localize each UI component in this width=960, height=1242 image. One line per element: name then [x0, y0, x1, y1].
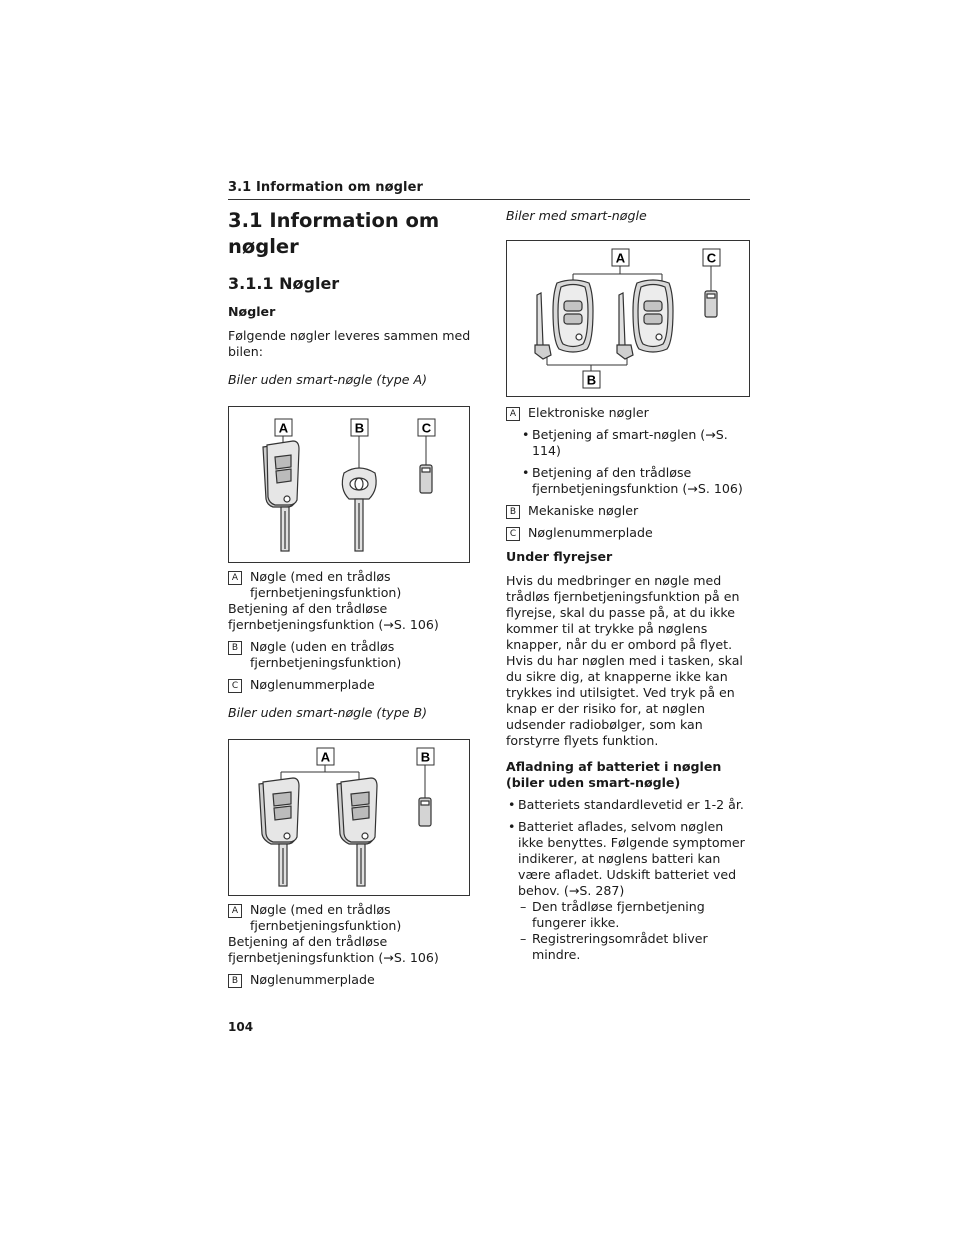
header-rule — [228, 199, 750, 200]
caption-type-a: Biler uden smart-nøgle (type A) — [228, 372, 427, 387]
fig2-label-b: B — [420, 749, 431, 765]
list-item-text: Nøglenummerplade — [250, 972, 375, 987]
page-number: 104 — [228, 1020, 254, 1034]
list-item — [228, 902, 473, 934]
fig1-label-b: B — [354, 420, 365, 436]
list-item — [506, 525, 751, 541]
header-title: 3.1 Information om nøgler — [228, 180, 424, 195]
list-item-text: Elektroniske nøgler — [528, 405, 649, 420]
bullet-item: • Batteriets standardlevetid er 1-2 år. — [506, 797, 751, 813]
right-column — [506, 206, 751, 963]
note-type-a: Betjening af den trådløse fjernbetjeningsfunktion (→S. 106) — [228, 601, 439, 632]
list-item-text: Nøgle (med en trådløs fjernbetjeningsfunktion) — [250, 569, 402, 600]
sub-heading-flights: Under flyrejser — [506, 549, 613, 564]
note-type-b: Betjening af den trådløse fjernbetjeningsfunktion (→S. 106) — [228, 934, 439, 965]
left-column — [228, 206, 473, 988]
dash-text: Registreringsområdet bliver mindre. — [532, 931, 708, 962]
list-item — [228, 569, 473, 601]
label-badge: C — [506, 527, 520, 541]
bullet-item: • Batteriet aflades, selvom nøglen ikke benyttes. Følgende symptomer indikerer, at nøglens batteri kan være afladet. Udskift batteriet ved behov. (→S. 287) — [506, 819, 751, 899]
sub-heading-battery: Afladning af batteriet i nøglen (biler uden smart-nøgle) — [506, 759, 722, 790]
bullet-item: • Betjening af den trådløse fjernbetjeningsfunktion (→S. 106) — [506, 465, 751, 497]
bullet-text: Betjening af smart-nøglen (→S. 114) — [532, 427, 728, 458]
fig1-label-a: A — [278, 420, 289, 436]
list-item — [228, 972, 473, 988]
label-badge: A — [228, 571, 242, 585]
label-badge: B — [228, 974, 242, 988]
dash-item: – Den trådløse fjernbetjening fungerer ikke. — [506, 899, 751, 931]
intro-text: Følgende nøgler leveres sammen med bilen: — [228, 328, 471, 359]
list-item — [228, 677, 473, 693]
figure-keys-type-a — [228, 406, 470, 563]
page-header — [228, 180, 750, 200]
label-badge: B — [506, 505, 520, 519]
list-item-text: Nøgle (med en trådløs fjernbetjeningsfunktion) — [250, 902, 402, 933]
list-item — [506, 405, 751, 421]
list-item — [506, 503, 751, 519]
bullet-text: Betjening af den trådløse fjernbetjeningsfunktion (→S. 106) — [532, 465, 743, 496]
list-item — [228, 639, 473, 671]
bullet-text: Batteriet aflades, selvom nøglen ikke benyttes. Følgende symptomer indikerer, at nøglens batteri kan være afladet. Udskift batteriet ved behov. (→S. 287) — [518, 819, 745, 898]
fig3-label-a: A — [615, 250, 626, 266]
flights-paragraph: Hvis du medbringer en nøgle med trådløs fjernbetjeningsfunktion på en flyrejse, skal du passe på, at du ikke kommer til at trykke på nøglens knapper, når du er ombord på flyet. Hvis du har nøglen med i tasken, skal du sikre dig, at knapperne ikke kan trykkes ind utilsigtet. Ved tryk på en knap er der risiko for, at nøglen udsender radiobølger, som kan forstyrre flyets funktion. — [506, 573, 743, 748]
keys-type-a-illustration — [229, 407, 469, 562]
caption-smart-key: Biler med smart-nøgle — [506, 208, 647, 223]
figure-smart-keys — [506, 240, 750, 397]
bullet-text: Batteriets standardlevetid er 1-2 år. — [518, 797, 744, 812]
fig2-label-a: A — [320, 749, 331, 765]
keys-type-b-illustration — [229, 740, 469, 895]
list-item-text: Mekaniske nøgler — [528, 503, 639, 518]
list-item-text: Nøgle (uden en trådløs fjernbetjeningsfunktion) — [250, 639, 402, 670]
label-badge: C — [228, 679, 242, 693]
label-badge: B — [228, 641, 242, 655]
list-item-text: Nøglenummerplade — [528, 525, 653, 540]
subsection-title: 3.1.1 Nøgler — [228, 274, 340, 293]
smart-keys-illustration — [507, 241, 749, 396]
sub-heading-keys: Nøgler — [228, 304, 276, 319]
label-badge: A — [228, 904, 242, 918]
fig3-label-b: B — [586, 372, 597, 388]
section-title: 3.1 Information om nøgler — [228, 209, 440, 258]
dash-text: Den trådløse fjernbetjening fungerer ikke. — [532, 899, 705, 930]
figure-keys-type-b — [228, 739, 470, 896]
fig1-label-c: C — [421, 420, 432, 436]
dash-item: – Registreringsområdet bliver mindre. — [506, 931, 751, 963]
caption-type-b: Biler uden smart-nøgle (type B) — [228, 705, 428, 720]
label-badge: A — [506, 407, 520, 421]
fig3-label-c: C — [706, 250, 717, 266]
bullet-item: • Betjening af smart-nøglen (→S. 114) — [506, 427, 751, 459]
list-item-text: Nøglenummerplade — [250, 677, 375, 692]
